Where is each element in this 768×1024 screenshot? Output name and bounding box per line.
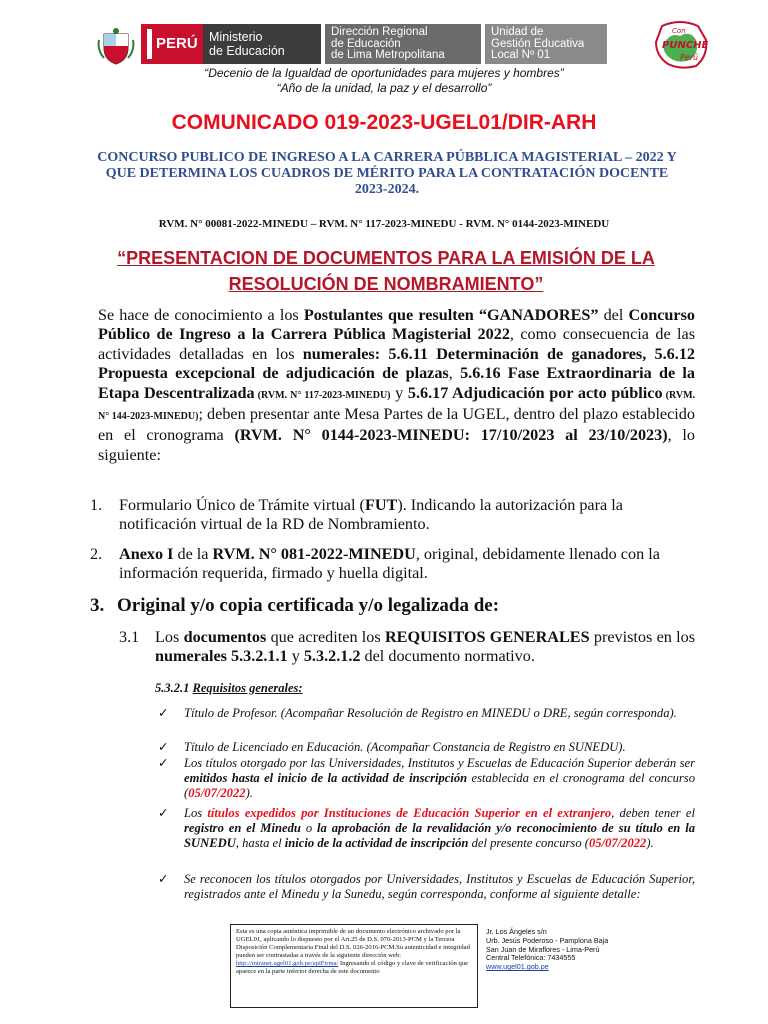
list-text	[119, 545, 695, 584]
logo-text-punche: PUNCHE	[662, 40, 709, 51]
check-part: del presente concurso (	[468, 835, 589, 850]
ugel-block	[485, 24, 607, 64]
authenticity-note	[230, 924, 478, 1008]
check-part: , hasta el	[235, 835, 285, 850]
check-part-bold: emitidos hasta el inicio de la actividad de inscripción	[184, 770, 468, 785]
requisitos-label: Requisitos generales:	[192, 681, 303, 695]
para-text: ; deben presentar ante Mesa Partes de la UGEL, dentro del plazo establecido en el cronograma	[98, 405, 695, 445]
ugel-line3: Local Nº 01	[491, 49, 551, 61]
authenticity-text: Ingresando el código y clave de verificación que aparece en la parte inferior derecha de este documento	[236, 960, 468, 975]
para-text: , lo siguiente:	[98, 426, 696, 464]
check-text	[184, 756, 695, 800]
motto	[0, 66, 768, 96]
para-bold: Concurso Público de Ingreso a la Carrera Pública Magisterial 2022	[98, 306, 695, 344]
para-small-ref: (RVM. N° 117-2023-MINEDU)	[254, 389, 391, 401]
item-text: Formulario Único de Trámite virtual (	[119, 496, 365, 514]
motto-line1: “Decenio de la Igualdad de oportunidades para mujeres y hombres”	[204, 66, 564, 80]
dre-line1: Dirección Regional	[331, 26, 428, 38]
item-bold: Anexo I	[119, 545, 174, 563]
check-text: Título de Profesor. (Acompañar Resolución de Registro en MINEDU o DRE, según corresponda).	[184, 706, 677, 720]
check-part-bold: la aprobación de la revalidación y/o reconocimiento de su título en la SUNEDU	[184, 820, 696, 850]
check-part: establecida en el cronograma del concurso (	[184, 770, 695, 800]
address-line: Jr. Los Ángeles s/n	[486, 927, 547, 936]
para-bold: Postulantes que resulten “GANADORES”	[303, 306, 599, 324]
verification-link[interactable]: http://intranet.ugel01.gob.pe/apiFirma/	[236, 960, 339, 967]
sublist-text	[155, 628, 695, 667]
address-line: San Juan de Miraflores - Lima-Perú	[486, 944, 600, 954]
list-number: 2.	[90, 545, 103, 563]
check-icon: ✓	[158, 756, 169, 770]
para-text: y	[390, 383, 408, 402]
address-line: Urb. Jesús Poderoso - Pamplona Baja	[486, 935, 609, 945]
item-bold: 5.3.2.1.2	[303, 647, 361, 666]
para-bold: 5.6.16 Fase Extraordinaria de la Etapa Descentralizada	[98, 364, 696, 402]
check-date: 05/07/2022	[188, 785, 246, 800]
ugel-line2: Gestión Educativa	[491, 37, 585, 50]
item-bold: numerales 5.3.2.1.1	[155, 647, 288, 666]
list-number: 3.	[90, 595, 105, 616]
check-icon: ✓	[158, 706, 169, 720]
item-text: ). Indicando la autorización para la notificación virtual de la RD de Nombramiento.	[119, 496, 623, 534]
check-icon: ✓	[158, 872, 169, 886]
check-icon: ✓	[158, 740, 169, 754]
list-text	[119, 496, 695, 535]
motto-line2: “Año de la unidad, la paz y el desarrollo”	[276, 81, 492, 95]
document-header	[0, 20, 768, 70]
address-block	[486, 928, 636, 972]
para-text: Se hace de conocimiento a los	[98, 306, 304, 324]
comunicado-title: COMUNICADO 019-2023-UGEL01/DIR-ARH	[171, 111, 597, 134]
list-text: Original y/o copia certificada y/o legalizada de:	[117, 595, 500, 616]
check-text: Se reconocen los títulos otorgados por Universidades, Institutos y Escuelas de Educación Superior, registrados ante el Minedu y la Sunedu, según corresponda, conforme al siguiente detalle:	[184, 872, 695, 901]
logo-text-con: Con	[672, 27, 686, 35]
minedu-line2: de Educación	[209, 44, 285, 58]
phone-line: Central Telefónica: 7434555	[486, 953, 576, 963]
minedu-block	[203, 24, 321, 64]
check-date: 05/07/2022	[588, 835, 647, 850]
dre-line2: de Educación	[331, 37, 401, 50]
ugel-line1: Unidad de	[491, 26, 544, 38]
authenticity-text: Esta es una copia auténtica imprimible de un documento electrónico archivado por la UGEL01, aplicando lo dispuesto por el Art.25 de D.S. 070-2013-PCM y la Tercera Disposición Complementaria Final del D.S. 026-2016-PCM.Su autenticidad e integridad pueden ser contrastadas a través de la siguiente dirección web:	[236, 928, 470, 959]
item-text: previstos en los	[589, 628, 696, 646]
item-text: del documento normativo.	[360, 647, 535, 666]
logo-text-peru: Perú	[680, 53, 699, 62]
check-part: , deben tener el	[611, 806, 695, 820]
peru-bar-icon	[147, 29, 152, 59]
item-bold: FUT	[364, 496, 398, 514]
dre-line3: de Lima Metropolitana	[331, 49, 445, 61]
item-text: que acrediten los	[266, 628, 385, 646]
dre-block	[325, 24, 481, 64]
check-part-red: títulos expedidos por Instituciones de Educación Superior en el extranjero	[207, 806, 612, 820]
check-part-bold: inicio de la actividad de inscripción	[284, 835, 469, 850]
check-part: Los títulos otorgado por las Universidades, Institutos y Escuelas de Educación Superior deberán ser	[184, 756, 695, 770]
item-text: , original, debidamente llenado con la información requerida, firmado y huella digital.	[119, 545, 660, 583]
para-bold: (RVM. N° 0144-2023-MINEDU: 17/10/2023 al 23/10/2023)	[234, 426, 668, 445]
con-punche-peru-logo-icon	[650, 20, 712, 70]
para-bold: numerales: 5.6.11 Determinación de ganadores, 5.6.12 Propuesta excepcional de adjudicación de plazas	[98, 344, 696, 383]
item-text: y	[287, 647, 304, 666]
check-part: ).	[245, 785, 253, 800]
peru-brand-block	[141, 24, 203, 64]
peru-label: PERÚ	[156, 35, 198, 52]
para-text: , como consecuencia de las actividades detalladas en los	[98, 325, 695, 363]
presentacion-heading: “PRESENTACION DE DOCUMENTOS PARA LA EMISIÓN DE LA RESOLUCIÓN DE NOMBRAMIENTO”	[117, 248, 655, 294]
check-part-bold: registro en el Minedu	[184, 820, 301, 835]
concurso-heading: CONCURSO PUBLICO DE INGRESO A LA CARRERA PÚBBLICA MAGISTERIAL – 2022 Y QUE DETERMINA LOS CUADROS DE MÉRITO PARA LA CONTRATACIÓN DOCENTE 2023-2024.	[97, 150, 677, 197]
requisitos-number: 5.3.2.1	[155, 681, 190, 695]
item-text: Los	[155, 628, 184, 646]
para-text: del	[598, 306, 629, 324]
item-bold: RVM. N° 081-2022-MINEDU	[212, 545, 416, 563]
minedu-line1: Ministerio	[209, 30, 263, 44]
sublist-number: 3.1	[119, 628, 140, 646]
check-icon: ✓	[158, 806, 169, 820]
para-small-ref: (RVM. N° 144-2023-MINEDU)	[98, 389, 696, 423]
para-text: ,	[448, 364, 461, 383]
list-number: 1.	[90, 496, 103, 514]
coat-of-arms-icon	[96, 26, 136, 66]
item-bold: REQUISITOS GENERALES	[384, 628, 590, 646]
check-text	[184, 806, 695, 850]
requisitos-heading	[155, 681, 303, 696]
check-part: ).	[646, 835, 654, 850]
para-bold: 5.6.17 Adjudicación por acto público	[407, 383, 663, 402]
check-part: Los	[184, 806, 208, 820]
intro-paragraph	[98, 306, 695, 465]
item-bold: documentos	[183, 628, 267, 646]
check-part: o	[300, 820, 318, 835]
rvm-references: RVM. N° 00081-2022-MINEDU – RVM. N° 117-2023-MINEDU - RVM. N° 0144-2023-MINEDU	[158, 218, 610, 230]
check-text: Título de Licenciado en Educación. (Acompañar Constancia de Registro en SUNEDU).	[184, 740, 626, 754]
website-link[interactable]: www.ugel01.gob.pe	[486, 962, 549, 972]
item-text: de la	[173, 545, 213, 563]
